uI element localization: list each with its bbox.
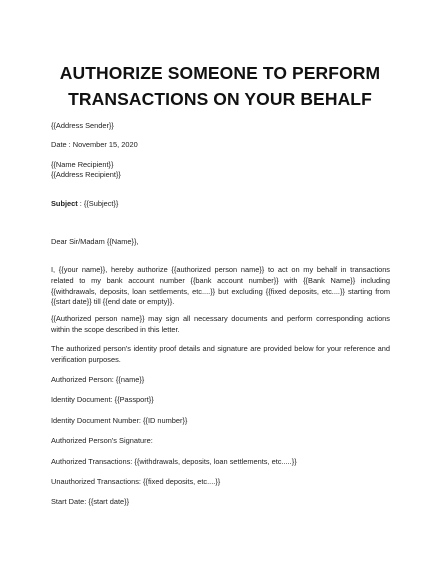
field-start-date: Start Date: {{start date}} [51, 497, 130, 506]
document-title-line-1: AUTHORIZE SOMEONE TO PERFORM [59, 63, 381, 83]
field-identity-document-number: Identity Document Number: {{ID number}} [51, 416, 188, 425]
sender-address: {{Address Sender}} [51, 121, 114, 130]
date-line: Date : November 15, 2020 [51, 140, 138, 149]
field-authorized-signature: Authorized Person’s Signature: [51, 436, 153, 445]
field-identity-document: Identity Document: {{Passport}} [51, 395, 154, 404]
salutation: Dear Sir/Madam {{Name}}, [51, 237, 139, 246]
subject-label: Subject [51, 199, 78, 208]
subject-value: : {{Subject}} [79, 199, 119, 208]
field-authorized-person: Authorized Person: {{name}} [51, 375, 145, 384]
recipient-address: {{Address Recipient}} [51, 170, 121, 179]
field-authorized-transactions: Authorized Transactions: {{withdrawals, deposits, loan settlements, etc.....}} [51, 457, 297, 466]
authorization-paragraph: I, {{your name}}, hereby authorize {{authorized person name}} to act on my behalf in transactions related to my bank account number {{bank account number}} with {{Bank Name}} including {{withdrawals, deposits, loan settlements, etc....}} but excluding {{fixed deposits, etc....}} starting from {{start date}} till {{end date or empty}}. [51, 265, 390, 307]
document-title-line-2: TRANSACTIONS ON YOUR BEHALF [68, 89, 372, 109]
scope-paragraph: {{Authorized person name}} may sign all necessary documents and perform corresponding actions within the scope described in this letter. [51, 314, 390, 334]
identity-paragraph: The authorized person’s identity proof details and signature are provided below for your reference and verification purposes. [51, 344, 390, 364]
subject-line [51, 199, 118, 209]
recipient-name: {{Name Recipient}} [51, 160, 114, 169]
field-unauthorized-transactions: Unauthorized Transactions: {{fixed deposits, etc....}} [51, 477, 221, 486]
